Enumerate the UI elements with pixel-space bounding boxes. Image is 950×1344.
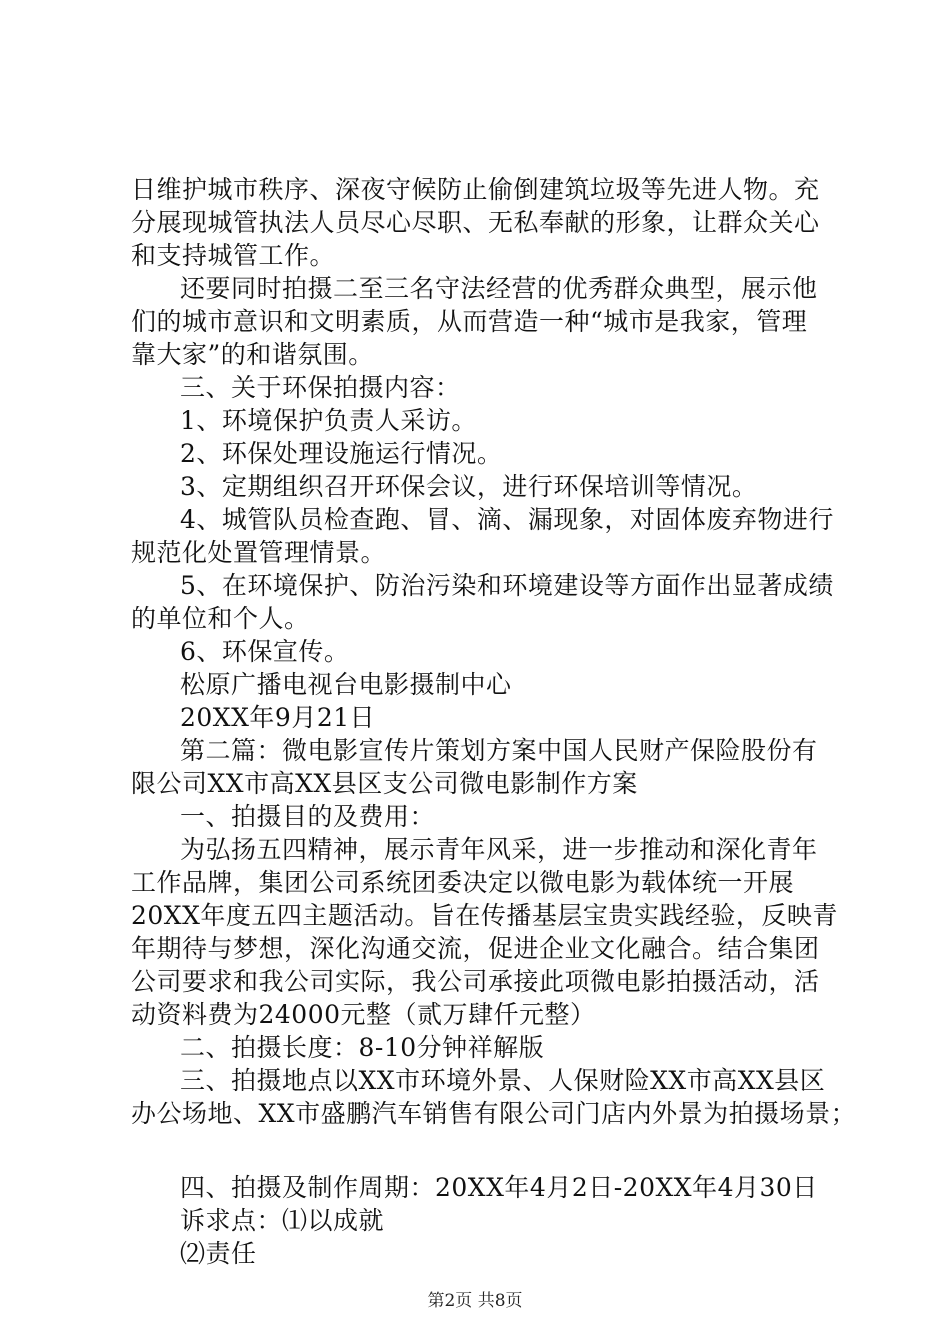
paragraph-line: 20XX年度五四主题活动。旨在传播基层宝贵实践经验，反映青 [131,901,838,930]
signature-date: 20XX年9月21日 [180,703,376,732]
section-heading: 三、关于环保拍摄内容： [180,373,461,402]
list-item-continuation: 的单位和个人。 [131,604,310,633]
page-footer: 第2页 共8页 [427,1291,523,1311]
paragraph-line: 日维护城市秩序、深夜守候防止偷倒建筑垃圾等先进人物。充 [131,175,820,204]
signature-organization: 松原广播电视台电影摄制中心 [180,670,512,699]
paragraph-line: 动资料费为24000元整（贰万肆仟元整） [131,1000,596,1029]
paragraph-line: 分展现城管执法人员尽心尽职、无私奉献的形象，让群众关心 [131,208,820,237]
paragraph-line: 和支持城管工作。 [131,241,336,270]
paragraph-line: 们的城市意识和文明素质，从而营造一种“城市是我家，管理 [131,307,808,336]
list-item: 5、在环境保护、防治污染和环境建设等方面作出显著成绩 [180,571,834,600]
paragraph-line: 公司要求和我公司实际，我公司承接此项微电影拍摄活动，活 [131,967,820,996]
section-heading: 二、拍摄长度：8-10分钟祥解版 [180,1033,545,1062]
paragraph-line: 诉求点：⑴以成就 [180,1206,385,1235]
paragraph-line: ⑵责任 [180,1239,257,1268]
section-heading: 四、拍摄及制作周期：20XX年4月2日-20XX年4月30日 [180,1173,818,1202]
section-heading: 一、拍摄目的及费用： [180,802,436,831]
chapter-title-continuation: 限公司XX市高XX县区支公司微电影制作方案 [131,769,638,798]
chapter-title: 第二篇：微电影宣传片策划方案中国人民财产保险股份有 [180,736,818,765]
list-item-continuation: 规范化处置管理情景。 [131,538,387,567]
list-item: 1、环境保护负责人采访。 [180,406,477,435]
list-item: 2、环保处理设施运行情况。 [180,439,503,468]
paragraph-line: 为弘扬五四精神，展示青年风采，进一步推动和深化青年 [180,835,818,864]
section-heading: 三、拍摄地点以XX市环境外景、人保财险XX市高XX县区 [180,1066,826,1095]
paragraph-line: 办公场地、XX市盛鹏汽车销售有限公司门店内外景为拍摄场景； [131,1099,857,1128]
list-item: 3、定期组织召开环保会议，进行环保培训等情况。 [180,472,758,501]
paragraph-line: 工作品牌，集团公司系统团委决定以微电影为载体统一开展 [131,868,795,897]
paragraph-line: 年期待与梦想，深化沟通交流，促进企业文化融合。结合集团 [131,934,820,963]
list-item: 4、城管队员检查跑、冒、滴、漏现象，对固体废弃物进行 [180,505,834,534]
list-item: 6、环保宣传。 [180,637,350,666]
paragraph-line: 靠大家”的和谐氛围。 [131,340,374,369]
paragraph-line: 还要同时拍摄二至三名守法经营的优秀群众典型，展示他 [180,274,818,303]
